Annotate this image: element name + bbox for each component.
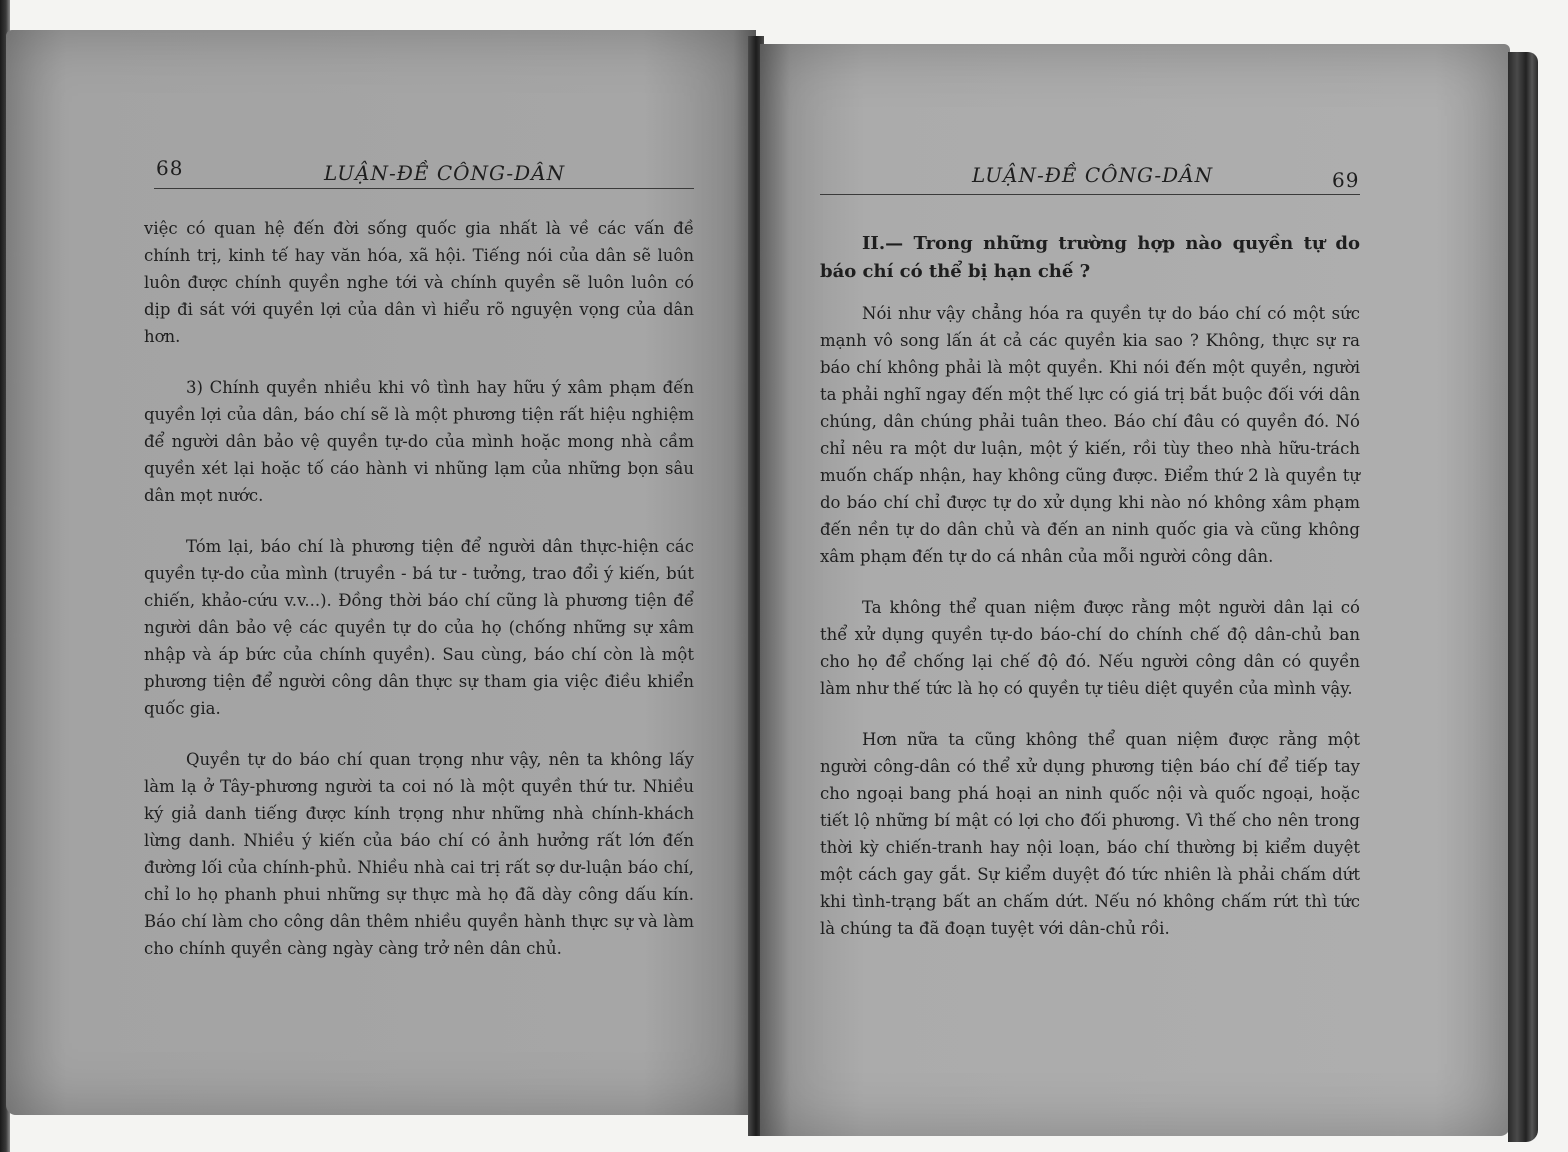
left-running-title: LUẬN-ĐỀ CÔNG-DÂN <box>324 161 566 185</box>
right-body-text <box>820 230 1360 966</box>
right-header-rule <box>820 194 1360 195</box>
right-paragraph-1: Nói như vậy chẳng hóa ra quyền tự do báo chí có một sức mạnh vô song lấn át cả các quyền kia sao ? Không, thực sự ra báo chí không phải là một quyền. Khi nói đến một quyền, người ta phải nghĩ ngay đến một thế lực có giá trị bắt buộc đối với dân chúng, dân chúng phải tuân theo. Báo chí đâu có quyền đó. Nó chỉ nêu ra một dư luận, một ý kiến, rồi tùy theo nhà hữu-trách muốn chấp nhận, hay không cũng được. Điểm thứ 2 là quyền tự do báo chí chỉ được tự do xử dụng khi nào nó không xâm phạm đến nền tự do dân chủ và đến an ninh quốc gia và cũng không xâm phạm đến tự do cá nhân của mỗi người công dân. <box>820 304 1360 566</box>
right-paragraph-3: Hơn nữa ta cũng không thể quan niệm được rằng một người công-dân có thể xử dụng phương tiện báo chí để tiếp tay cho ngoại bang phá hoại an ninh quốc nội và quốc ngoại, hoặc tiết lộ những bí mật có lợi cho đối phương. Vì thế cho nên trong thời kỳ chiến-tranh hay nội loạn, báo chí thường bị kiểm duyệt một cách gay gắt. Sự kiểm duyệt đó tức nhiên là phải chấm dứt khi tình-trạng bất an chấm dứt. Nếu nó không chấm rứt thì tức là chúng ta đã đoạn tuyệt với dân-chủ rồi. <box>820 730 1360 938</box>
right-paragraph-2: Ta không thể quan niệm được rằng một người dân lại có thể xử dụng quyền tự-do báo-chí do chính chế độ dân-chủ ban cho họ để chống lại chế độ đó. Nếu người công dân có quyền làm như thế tức là họ có quyền tự tiêu diệt quyền của mình vậy. <box>820 598 1360 698</box>
left-header-rule <box>154 188 694 189</box>
left-page <box>6 30 756 1115</box>
left-body-text <box>144 215 694 986</box>
left-paragraph-1: việc có quan hệ đến đời sống quốc gia nhất là về các vấn đề chính trị, kinh tế hay văn hóa, xã hội. Tiếng nói của dân sẽ luôn luôn được chính quyền nghe tới và chính quyền sẽ luôn luôn có dịp đi sát với quyền lợi của dân vì hiểu rõ nguyện vọng của dân hơn. <box>144 219 694 346</box>
left-page-number: 68 <box>156 156 184 180</box>
section-heading: II.— Trong những trường hợp nào quyền tự do báo chí có thể bị hạn chế ? <box>820 233 1360 282</box>
left-paragraph-4: Quyền tự do báo chí quan trọng như vậy, nên ta không lấy làm lạ ở Tây-phương người ta coi nó là một quyền thứ tư. Nhiều ký giả danh tiếng được kính trọng như những nhà chính-khách lừng danh. Nhiều ý kiến của báo chí có ảnh hưởng rất lớn đến đường lối của chính-phủ. Nhiều nhà cai trị rất sợ dư-luận báo chí, chỉ lo họ phanh phui những sự thực mà họ đã dày công dấu kín. Báo chí làm cho công dân thêm nhiều quyền hành thực sự và làm cho chính quyền càng ngày càng trở nên dân chủ. <box>144 750 694 958</box>
right-page <box>760 44 1510 1136</box>
book-cover-edge <box>1508 52 1538 1142</box>
right-page-number: 69 <box>1332 168 1360 192</box>
right-running-title: LUẬN-ĐỀ CÔNG-DÂN <box>972 163 1214 187</box>
left-paragraph-3: Tóm lại, báo chí là phương tiện để người dân thực-hiện các quyền tự-do của mình (truyền - bá tư - tưởng, trao đổi ý kiến, bút chiến, khảo-cứu v.v...). Đồng thời báo chí cũng là phương tiện để người dân bảo vệ các quyền tự do của họ (chống những sự xâm nhập và áp bức của chính quyền). Sau cùng, báo chí còn là một phương tiện để người công dân thực sự tham gia việc điều khiển quốc gia. <box>144 537 694 718</box>
left-paragraph-2: 3) Chính quyền nhiều khi vô tình hay hữu ý xâm phạm đến quyền lợi của dân, báo chí sẽ là một phương tiện rất hiệu nghiệm để người dân bảo vệ quyền tự-do của mình hoặc mong nhà cầm quyền xét lại hoặc tố cáo hành vi nhũng lạm của những bọn sâu dân mọt nước. <box>144 378 694 505</box>
